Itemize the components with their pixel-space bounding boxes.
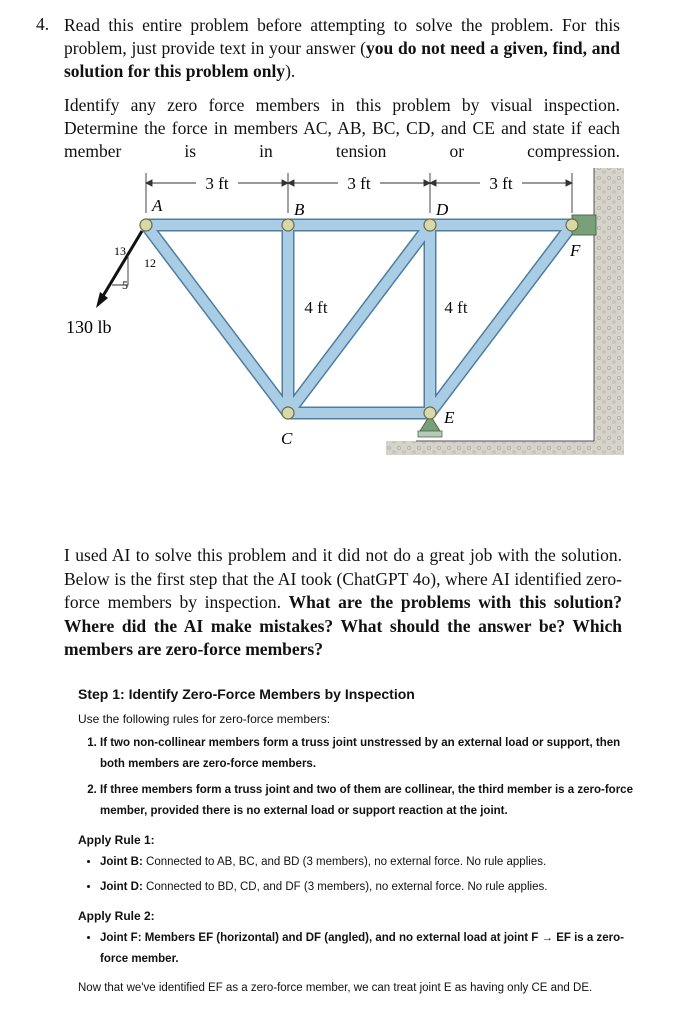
joint-lead: Joint B: (100, 856, 143, 868)
joint-text: Members EF (horizontal) and DF (angled), and no external load at joint F → EF is a zero-force member. (100, 932, 624, 965)
question-block (64, 544, 622, 662)
list-item (100, 928, 638, 970)
problem-intro-bold: you do not need a given, find, and solution for this problem only (64, 38, 620, 81)
conclusion: Now that we've identified EF as a zero-force member, we can treat joint E as having only CE and DE. (78, 982, 593, 994)
problem-intro-plain: Read this entire problem before attempting to solve the problem. For this problem, just provide text in your answer ( (64, 15, 620, 58)
ai-solution-block (78, 684, 638, 998)
member-EF (430, 225, 572, 413)
joint-lead: Joint D: (100, 881, 143, 893)
joint-text: Connected to AB, BC, and BD (3 members), no external force. No rule applies. (142, 856, 547, 868)
slope-vertical: 12 (144, 256, 156, 270)
label-A: A (152, 196, 163, 215)
member-CD (288, 225, 430, 413)
dim-vertical-1: 4 ft (304, 298, 328, 317)
pin-E (424, 407, 436, 419)
dim-vertical-2: 4 ft (444, 298, 468, 317)
problem-intro-end: ). (285, 61, 296, 81)
ground (386, 441, 624, 455)
label-E: E (444, 408, 455, 427)
slope-hyp: 13 (114, 244, 126, 258)
step-title: Step 1: Identify Zero-Force Members by Inspection (78, 686, 415, 702)
pin-A (140, 219, 152, 231)
question-bold: What are the problems with this solution? Where did the AI make mistakes? What should the answer be? Which members are zero-force members? (64, 592, 622, 659)
problem-intro (64, 14, 620, 83)
task-line-3: member is in tension or compression. (64, 141, 620, 161)
truss-figure (56, 165, 626, 465)
task-line-1: Identify any zero force members in this problem by visual inspection. (64, 95, 620, 115)
label-D: D (436, 200, 449, 219)
load-arrow (96, 231, 142, 308)
apply-rule-2-list (78, 928, 638, 970)
rules-list (78, 733, 638, 822)
label-C: C (281, 429, 293, 448)
pin-C (282, 407, 294, 419)
joint-lead: Joint F: (100, 932, 142, 944)
problem-number: 4. (36, 14, 50, 34)
list-item (100, 877, 638, 898)
apply-rule-2-title: Apply Rule 2: (78, 909, 155, 923)
apply-rule-1-title: Apply Rule 1: (78, 833, 155, 847)
pin-B (282, 219, 294, 231)
label-F: F (570, 241, 581, 260)
member-AC (146, 225, 288, 413)
rules-intro: Use the following rules for zero-force members: (78, 712, 331, 726)
list-item (100, 852, 638, 873)
dim-top-2: 3 ft (347, 174, 371, 193)
pin-D (424, 219, 436, 231)
load-label: 130 lb (66, 317, 112, 337)
truss-members (146, 225, 572, 413)
slope-horizontal: 5 (122, 278, 128, 292)
joint-text: Connected to BD, CD, and DF (3 members), no external force. No rule applies. (142, 881, 548, 893)
dim-top-3: 3 ft (489, 174, 513, 193)
task-line-2: Determine the force in members AC, AB, BC, CD, and CE and state if each (64, 118, 620, 138)
label-B: B (294, 200, 305, 219)
pin-F (566, 219, 578, 231)
rule-item: 2. If three members form a truss joint and two of them are collinear, the third member is a zero-force member, provided there is no external load or support reaction at the joint. (100, 780, 638, 822)
dim-top-1: 3 ft (205, 174, 229, 193)
question-plain: I used AI to solve this problem and it did not do a great job with the solution. Below is the first step that the AI took (ChatGPT 4o), where AI identified zero-force members by inspection. (64, 545, 622, 612)
rule-item: 1. If two non-collinear members form a truss joint unstressed by an external load or support, then both members are zero-force members. (100, 733, 638, 775)
apply-rule-1-list (78, 852, 638, 898)
